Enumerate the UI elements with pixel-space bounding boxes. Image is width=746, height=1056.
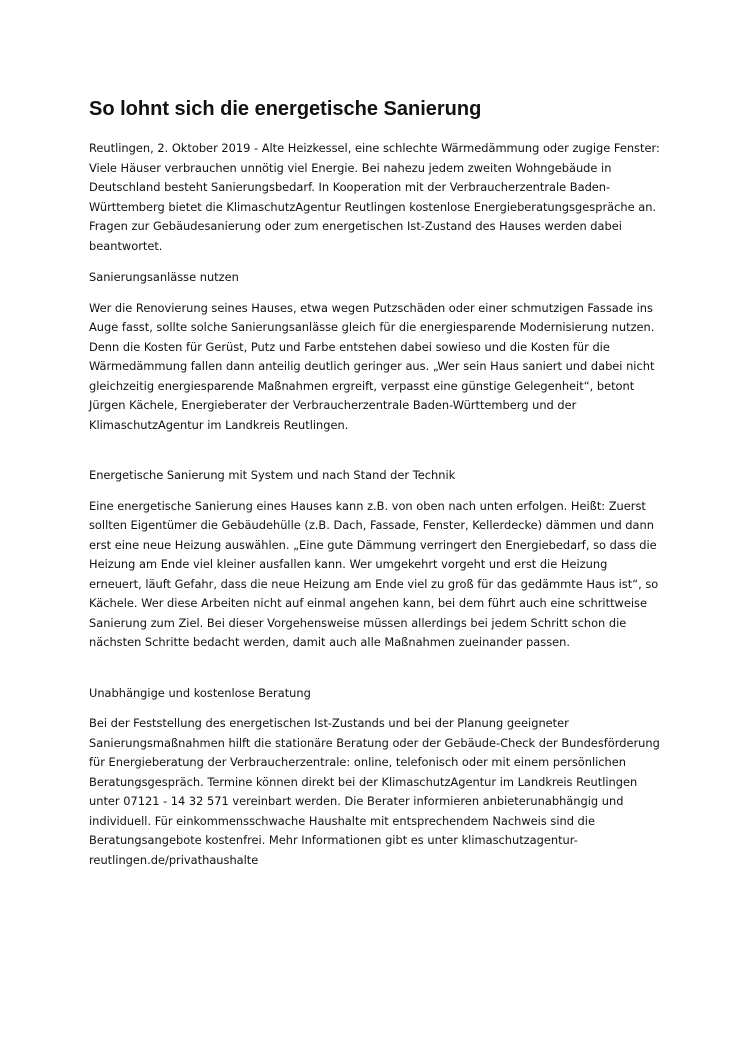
section-body-beratung: Bei der Feststellung des energetischen Ist-Zustands und bei der Planung geeigneter Sanierungsmaßnahmen hilft die stationäre Beratung oder der Gebäude-Check der Bundesförderung für Energieberatung der Verbraucherzentrale: online, telefonisch oder mit einem persönlichen Beratungsgespräch. Termine können direkt bei der KlimaschutzAgentur im Landkreis Reutlingen unter 07121 - 14 32 571 vereinbart werden. Die Berater informieren anbieterunabhängig und individuell. Für einkommensschwache Haushalte mit entsprechendem Nachweis sind die Beratungsangebote kostenfrei. Mehr Informationen gibt es unter klimaschutzagentur-reutlingen.de/privathaushalte bbox=[89, 716, 660, 867]
intro-paragraph: Reutlingen, 2. Oktober 2019 - Alte Heizkessel, eine schlechte Wärmedämmung oder zugige Fenster: Viele Häuser verbrauchen unnötig viel Energie. Bei nahezu jedem zweiten Wohngebäude in Deutschland besteht Sanierungsbedarf. In Kooperation mit der Verbraucherzentrale Baden-Württemberg bietet die KlimaschutzAgentur Reutlingen kostenlose Energieberatungsgespräche an. Fragen zur Gebäudesanierung oder zum energetischen Ist-Zustand des Hauses werden dabei beantwortet. bbox=[89, 141, 660, 253]
section-body-system: Eine energetische Sanierung eines Hauses kann z.B. von oben nach unten erfolgen. Heißt: Zuerst sollten Eigentümer die Gebäudehülle (z.B. Dach, Fassade, Fenster, Kellerdecke) dämmen und dann erst eine neue Heizung auswählen. „Eine gute Dämmung verringert den Energiebedarf, so dass die Heizung am Ende viel kleiner ausfallen kann. Wer umgekehrt vorgeht und erst die Heizung erneuert, läuft Gefahr, dass die neue Heizung am Ende viel zu groß für das gedämmte Haus ist“, so Kächele. Wer diese Arbeiten nicht auf einmal angehen kann, bei dem führt auch eine schrittweise Sanierung zum Ziel. Bei dieser Vorgehensweise müssen allerdings bei jedem Schritt schon die nächsten Schritte bedacht werden, damit auch alle Maßnahmen zueinander passen. bbox=[89, 498, 659, 649]
section-heading-beratung: Unabhängige und kostenlose Beratung bbox=[89, 685, 311, 700]
document-page bbox=[89, 96, 661, 870]
document-title: So lohnt sich die energetische Sanierung bbox=[89, 98, 482, 120]
section-heading-system: Energetische Sanierung mit System und nach Stand der Technik bbox=[89, 468, 456, 482]
section-heading-sanierungsanlaesse: Sanierungsanlässe nutzen bbox=[89, 270, 239, 284]
section-body-sanierungsanlaesse: Wer die Renovierung seines Hauses, etwa wegen Putzschäden oder einer schmutzigen Fassade ins Auge fasst, sollte solche Sanierungsanlässe gleich für die energiesparende Modernisierung nutzen. Denn die Kosten für Gerüst, Putz und Farbe entstehen dabei sowieso und die Kosten für die Wärmedämmung fallen dann anteilig deutlich geringer aus. „Wer sein Haus saniert und dabei nicht gleichzeitig energiesparende Maßnahmen ergreift, verpasst eine günstige Gelegenheit“, betont Jürgen Kächele, Energieberater der Verbraucherzentrale Baden-Württemberg und der KlimaschutzAgentur im Landkreis Reutlingen. bbox=[89, 300, 655, 432]
